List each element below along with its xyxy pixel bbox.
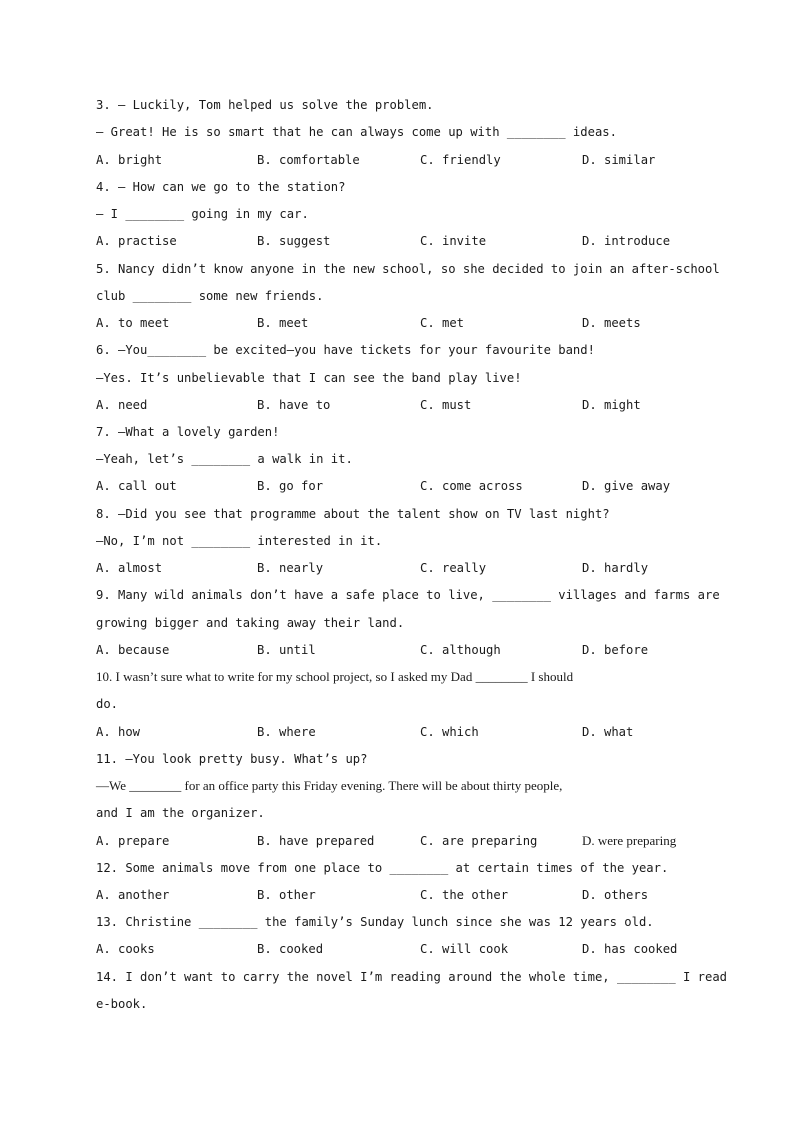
option-b: B. suggest: [257, 234, 331, 248]
question-14-stem: 14. I don’t want to carry the novel I’m reading around the whole time, ________ I read: [96, 970, 728, 984]
option-a: A. call out: [96, 479, 177, 493]
question-10-stem-cont: do.: [96, 697, 119, 711]
question-9-stem: 9. Many wild animals don’t have a safe place to live, ________ villages and farms are: [96, 588, 720, 602]
option-a: A. need: [96, 398, 148, 412]
option-a: A. because: [96, 643, 170, 657]
question-5-stem: 5. Nancy didn’t know anyone in the new school, so she decided to join an after-school: [96, 262, 720, 276]
option-c: C. invite: [420, 234, 487, 248]
option-c: C. are preparing: [420, 834, 538, 848]
option-c: C. met: [420, 316, 465, 330]
option-a: A. cooks: [96, 942, 155, 956]
option-c: C. really: [420, 561, 487, 575]
question-11-reply: —We ________ for an office party this Friday evening. There will be about thirty people,: [96, 778, 563, 793]
option-d: D. might: [582, 398, 641, 412]
option-d: D. before: [582, 643, 649, 657]
option-b: B. comfortable: [257, 153, 360, 167]
question-6-reply: —Yes. It’s unbelievable that I can see the band play live!: [96, 371, 522, 385]
option-d: D. give away: [582, 479, 671, 493]
option-a: A. prepare: [96, 834, 170, 848]
option-c: C. will cook: [420, 942, 509, 956]
option-d: D. others: [582, 888, 649, 902]
option-c: C. the other: [420, 888, 509, 902]
question-14-stem-cont: e-book.: [96, 997, 148, 1011]
option-b: B. have to: [257, 398, 331, 412]
option-c: C. friendly: [420, 153, 501, 167]
option-d: D. what: [582, 725, 634, 739]
option-a: A. how: [96, 725, 141, 739]
question-9-stem-cont: growing bigger and taking away their land.: [96, 616, 405, 630]
question-3-stem: 3. — Luckily, Tom helped us solve the problem.: [96, 98, 434, 112]
option-a: A. another: [96, 888, 170, 902]
option-c: C. although: [420, 643, 501, 657]
question-12-stem: 12. Some animals move from one place to ________ at certain times of the year.: [96, 861, 669, 875]
question-10-stem: 10. I wasn’t sure what to write for my school project, so I asked my Dad ________ I should: [96, 669, 574, 684]
question-11-reply-cont: and I am the organizer.: [96, 806, 265, 820]
option-b: B. nearly: [257, 561, 324, 575]
option-b: B. cooked: [257, 942, 324, 956]
option-b: B. until: [257, 643, 316, 657]
question-8-reply: —No, I’m not ________ interested in it.: [96, 534, 383, 548]
option-a: A. to meet: [96, 316, 170, 330]
option-a: A. almost: [96, 561, 163, 575]
option-d: D. were preparing: [582, 833, 677, 848]
question-4-stem: 4. — How can we go to the station?: [96, 180, 346, 194]
question-3-reply: — Great! He is so smart that he can always come up with ________ ideas.: [96, 125, 617, 139]
option-b: B. go for: [257, 479, 324, 493]
option-d: D. hardly: [582, 561, 649, 575]
option-b: B. other: [257, 888, 316, 902]
option-b: B. where: [257, 725, 316, 739]
question-7-stem: 7. —What a lovely garden!: [96, 425, 280, 439]
option-d: D. has cooked: [582, 942, 678, 956]
option-c: C. must: [420, 398, 472, 412]
question-7-reply: —Yeah, let’s ________ a walk in it.: [96, 452, 353, 466]
option-d: D. meets: [582, 316, 641, 330]
question-8-stem: 8. —Did you see that programme about the talent show on TV last night?: [96, 507, 610, 521]
option-b: B. have prepared: [257, 834, 375, 848]
option-d: D. introduce: [582, 234, 671, 248]
option-c: C. which: [420, 725, 479, 739]
question-4-reply: — I ________ going in my car.: [96, 207, 309, 221]
question-5-stem-cont: club ________ some new friends.: [96, 289, 324, 303]
question-13-stem: 13. Christine ________ the family’s Sunday lunch since she was 12 years old.: [96, 915, 654, 929]
option-b: B. meet: [257, 316, 309, 330]
option-c: C. come across: [420, 479, 523, 493]
option-a: A. practise: [96, 234, 177, 248]
question-11-stem: 11. —You look pretty busy. What’s up?: [96, 752, 368, 766]
option-d: D. similar: [582, 153, 656, 167]
question-6-stem: 6. —You________ be excited—you have tickets for your favourite band!: [96, 343, 595, 357]
option-a: A. bright: [96, 153, 163, 167]
